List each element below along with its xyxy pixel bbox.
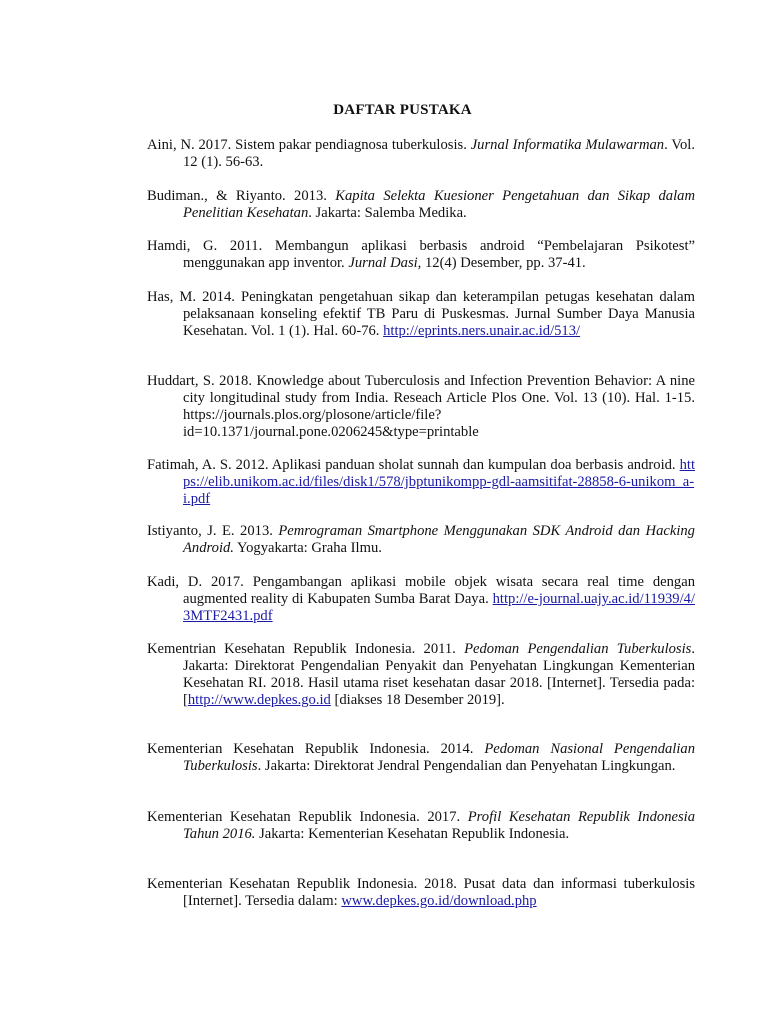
reference-detail: . Jakarta: Direktorat Jendral Pengendalian dan Penyehatan Lingkungan. <box>257 758 676 774</box>
reference-detail: Yogyakarta: Graha Ilmu. <box>233 540 382 556</box>
reference-detail: . Vol. 12 (1). 56-63. <box>183 137 695 170</box>
reference-source: Pemrograman Smartphone Menggunakan SDK Android dan Hacking Android. <box>183 523 695 556</box>
reference-text: Has, M. 2014. Peningkatan pengetahuan sikap dan keterampilan petugas kesehatan dalam pelaksanaan konseling efektif TB Paru di Puskesmas. Jurnal Sumber Daya Manusia Kesehatan. Vol. 1 (1). Hal. 60-76. <box>147 289 695 339</box>
reference-source: Profil Kesehatan Republik Indonesia Tahun 2016. <box>183 809 695 842</box>
reference-link[interactable]: www.depkes.go.id/download.php <box>341 893 537 909</box>
reference-entry <box>147 238 695 272</box>
reference-entry <box>147 457 695 508</box>
reference-link[interactable]: http://www.depkes.go.id <box>187 692 331 708</box>
reference-text: Kementrian Kesehatan Republik Indonesia. 2011. <box>147 641 465 657</box>
reference-link[interactable]: http://eprints.ners.unair.ac.id/513/ <box>383 323 581 339</box>
reference-access-note: [diakses 18 Desember 2019]. <box>330 692 505 708</box>
reference-link[interactable]: https://elib.unikom.ac.id/files/disk1/578/jbptunikompp-gdl-aamsitifat-28858-6-unikom_a-i.pdf <box>183 457 695 507</box>
reference-text: Hamdi, G. 2011. Membangun aplikasi berbasis android “Pembelajaran Psikotest” menggunakan app inventor. <box>147 238 695 271</box>
reference-text: Budiman., & Riyanto. 2013. <box>147 188 336 204</box>
reference-text: Kementerian Kesehatan Republik Indonesia. 2014. <box>147 741 485 757</box>
reference-entry <box>147 641 695 709</box>
reference-text: Huddart, S. 2018. Knowledge about Tuberculosis and Infection Prevention Behavior: A nine city longitudinal study from India. Reseach Article Plos One. Vol. 13 (10). Hal. 1-15. https://journals.plos.org/plosone/article/file?id=10.1371/journal.pone.0206245&type=printable <box>147 373 695 440</box>
reference-source: Jurnal Informatika Mulawarman <box>470 137 665 153</box>
reference-entry <box>147 574 695 625</box>
reference-text: Aini, N. 2017. Sistem pakar pendiagnosa tuberkulosis. <box>147 137 471 153</box>
reference-entry <box>147 741 695 775</box>
reference-source: Pedoman Nasional Pengendalian Tuberkulosis <box>183 741 695 774</box>
reference-detail: . Jakarta: Salemba Medika. <box>308 205 467 221</box>
reference-text: Kementerian Kesehatan Republik Indonesia. 2018. Pusat data dan informasi tuberkulosis [Internet]. Tersedia dalam: <box>147 876 695 909</box>
reference-source: Pedoman Pengendalian Tuberkulosis <box>464 641 692 657</box>
reference-entry <box>147 523 695 557</box>
page-title: DAFTAR PUSTAKA <box>333 102 472 118</box>
reference-link[interactable]: http://e-journal.uajy.ac.id/11939/4/3MTF2431.pdf <box>183 591 695 624</box>
reference-text: Kementerian Kesehatan Republik Indonesia. 2017. <box>147 809 468 825</box>
reference-detail: 12(4) Desember, pp. 37-41. <box>421 255 586 271</box>
reference-text: Fatimah, A. S. 2012. Aplikasi panduan sholat sunnah dan kumpulan doa berbasis android. <box>147 457 680 473</box>
reference-text: Istiyanto, J. E. 2013. <box>147 523 279 539</box>
reference-detail: . Jakarta: Direktorat Pengendalian Penyakit dan Penyehatan Lingkungan Kementerian Kesehatan RI. 2018. Hasil utama riset kesehatan dasar 2018. [Internet]. Tersedia pada: [ <box>183 641 695 708</box>
reference-detail: Jakarta: Kementerian Kesehatan Republik Indonesia. <box>255 826 570 842</box>
reference-text: Kadi, D. 2017. Pengambangan aplikasi mobile objek wisata secara real time dengan augmented reality di Kabupaten Sumba Barat Daya. <box>147 574 695 607</box>
reference-source: Jurnal Dasi, <box>348 255 422 271</box>
reference-entry <box>147 289 695 340</box>
reference-source: Kapita Selekta Kuesioner Pengetahuan dan Sikap dalam Penelitian Kesehatan <box>183 188 695 221</box>
reference-entry <box>147 876 695 910</box>
reference-entry <box>147 809 695 843</box>
reference-entry <box>147 373 695 441</box>
reference-entry <box>147 188 695 222</box>
reference-entry <box>147 137 695 171</box>
